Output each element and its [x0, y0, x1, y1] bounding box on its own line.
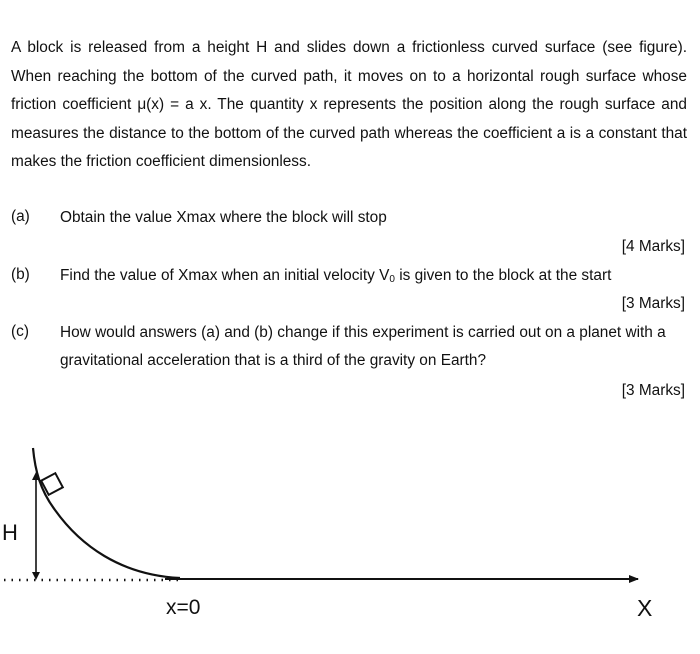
question-a-marks: [4 Marks] [621, 238, 685, 255]
question-b-text [60, 262, 687, 294]
question-b-marks: [3 Marks] [621, 295, 685, 312]
question-a-text: Obtain the value Xmax where the block will stop [60, 209, 387, 226]
question-b-text-end: is given to the block at the start [394, 267, 612, 284]
question-c-marks: [3 Marks] [621, 382, 685, 399]
problem-statement: A block is released from a height H and slides down a frictionless curved surface (see figure). When reaching the bottom of the curved path, it moves on to a horizontal rough surface whose friction coefficient μ(x) = a x. The quantity x represents the position along the rough surface and measures the distance to the bottom of the curved path whereas the coefficient a is a constant that makes the friction coefficient dimensionless. [11, 39, 687, 171]
question-b-subscript: 0 [389, 274, 395, 285]
origin-label: x=0 [166, 596, 201, 619]
question-a-label: (a) [11, 208, 30, 225]
question-b-label: (b) [11, 266, 30, 283]
curved-surface [33, 448, 180, 578]
question-b-text-start: Find the value of Xmax when an initial velocity V [60, 267, 390, 284]
question-c-text: How would answers (a) and (b) change if this experiment is carried out on a planet with a gravitational acceleration that is a third of the gravity on Earth? [60, 324, 666, 369]
height-label: H [2, 520, 18, 545]
figure-diagram [0, 430, 700, 654]
axis-label: X [637, 595, 653, 621]
question-c-label: (c) [11, 323, 29, 340]
